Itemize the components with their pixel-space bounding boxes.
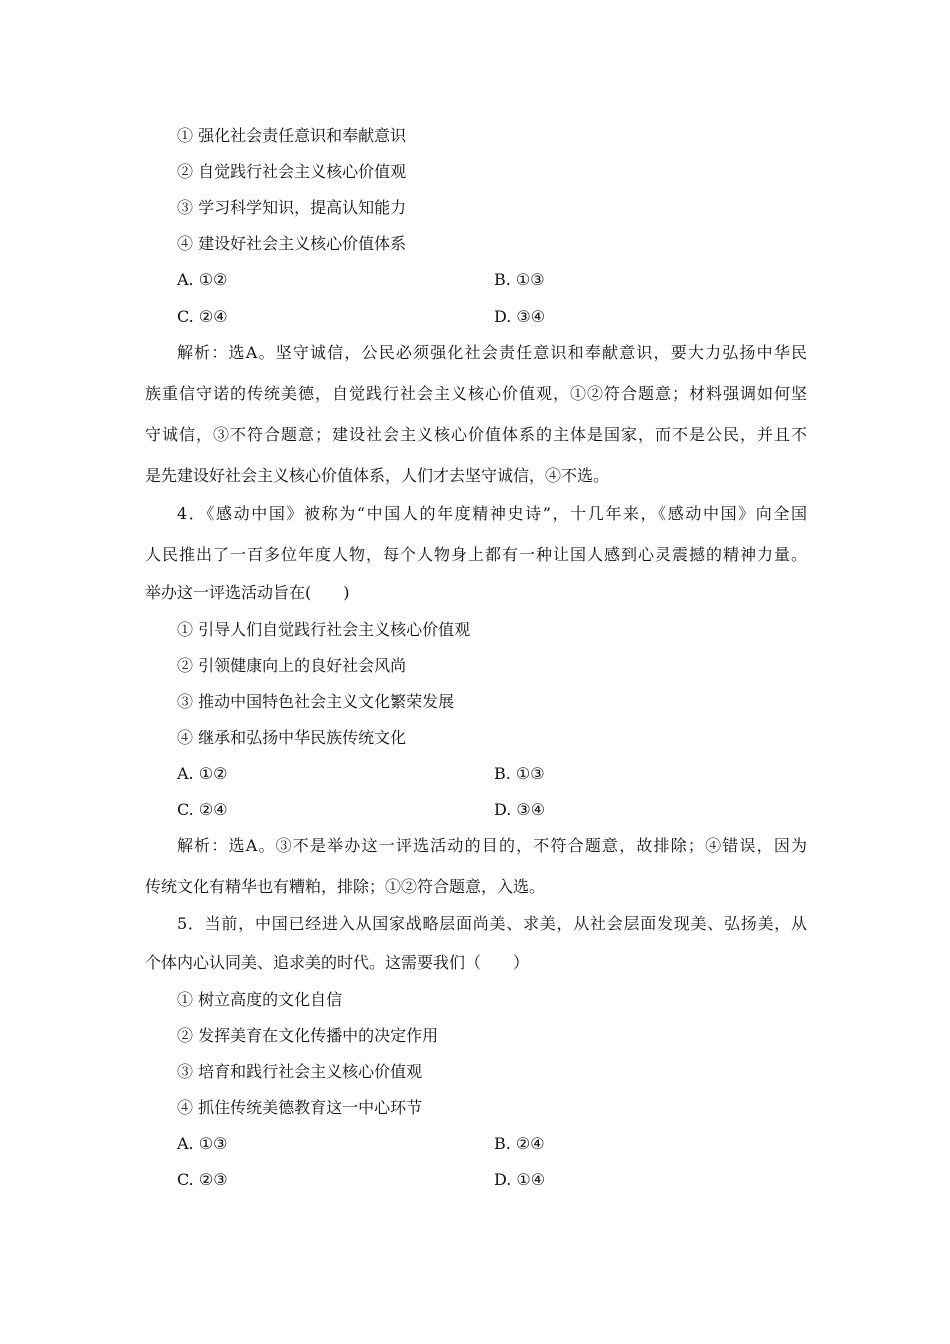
q3-choice-b: B. ①③ — [494, 270, 545, 289]
q3-analysis-line-2: 族重信守诺的传统美德，自觉践行社会主义核心价值观，①②符合题意；材料强调如何坚 — [145, 384, 807, 403]
q3-statement-2: ② 自觉践行社会主义核心价值观 — [177, 162, 407, 181]
q4-choice-a: A. ①② — [177, 764, 228, 783]
q4-choice-b: B. ①③ — [494, 764, 545, 783]
q5-choice-a: A. ①③ — [177, 1134, 228, 1153]
q3-statement-3: ③ 学习科学知识，提高认知能力 — [177, 198, 407, 217]
q4-stem-line-3: 举办这一评选活动旨在( ) — [145, 583, 350, 602]
q4-choice-c: C. ②④ — [177, 800, 228, 819]
q4-statement-2: ② 引领健康向上的良好社会风尚 — [177, 656, 407, 675]
q3-analysis-line-3: 守诚信，③不符合题意；建设社会主义核心价值体系的主体是国家，而不是公民，并且不 — [145, 425, 807, 444]
q3-statement-4: ④ 建设好社会主义核心价值体系 — [177, 234, 407, 253]
q5-choice-b: B. ②④ — [494, 1134, 545, 1153]
q3-choice-c: C. ②④ — [177, 307, 228, 326]
q5-stem-line-2: 个体内心认同美、追求美的时代。这需要我们（ ） — [145, 953, 530, 972]
q5-choice-d: D. ①④ — [494, 1170, 546, 1189]
q3-statement-1: ① 强化社会责任意识和奉献意识 — [177, 126, 407, 145]
q4-analysis-line-1: 解析：选A。③不是举办这一评选活动的目的，不符合题意，故排除；④错误，因为 — [177, 836, 807, 855]
q5-statement-4: ④ 抓住传统美德教育这一中心环节 — [177, 1098, 423, 1117]
q5-statement-1: ① 树立高度的文化自信 — [177, 990, 343, 1009]
q4-stem-line-1: 4．《感动中国》被称为“中国人的年度精神史诗”，十几年来，《感动中国》向全国 — [177, 504, 807, 523]
q5-choice-c: C. ②③ — [177, 1170, 228, 1189]
q4-stem-line-2: 人民推出了一百多位年度人物，每个人物身上都有一种让国人感到心灵震撼的精神力量。 — [145, 545, 807, 564]
q4-statement-4: ④ 继承和弘扬中华民族传统文化 — [177, 728, 407, 747]
q3-analysis-line-1: 解析：选A。坚守诚信，公民必须强化社会责任意识和奉献意识，要大力弘扬中华民 — [177, 343, 807, 362]
q4-choice-d: D. ③④ — [494, 800, 546, 819]
q4-statement-3: ③ 推动中国特色社会主义文化繁荣发展 — [177, 692, 455, 711]
q5-statement-3: ③ 培育和践行社会主义核心价值观 — [177, 1062, 423, 1081]
q4-statement-1: ① 引导人们自觉践行社会主义核心价值观 — [177, 620, 471, 639]
q5-stem-line-1: 5．当前，中国已经进入从国家战略层面尚美、求美，从社会层面发现美、弘扬美，从 — [177, 914, 807, 933]
q3-choice-d: D. ③④ — [494, 307, 546, 326]
q4-analysis-line-2: 传统文化有精华也有糟粕，排除；①②符合题意，入选。 — [145, 877, 546, 896]
q3-analysis-line-4: 是先建设好社会主义核心价值体系，人们才去坚守诚信，④不选。 — [145, 466, 610, 485]
q5-statement-2: ② 发挥美育在文化传播中的决定作用 — [177, 1026, 439, 1045]
q3-choice-a: A. ①② — [177, 270, 228, 289]
